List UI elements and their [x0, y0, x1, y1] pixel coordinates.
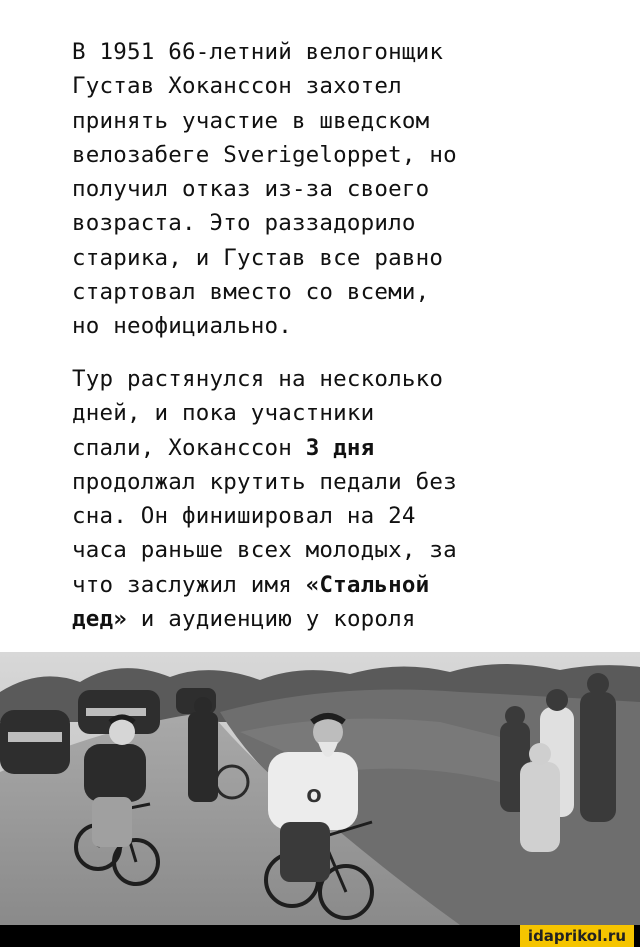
- text-line: Густав Хоканссон захотел: [72, 73, 402, 100]
- text-line: но неофициально.: [72, 313, 292, 340]
- text-line: велозабеге Sverigeloppet, но: [72, 141, 457, 168]
- text-line: возраста. Это раззадорило: [72, 210, 416, 237]
- emphasis-text: дед»: [72, 606, 127, 633]
- emphasis-text: «Стальной: [305, 571, 430, 598]
- text-segment: спали, Хоканссон: [72, 434, 306, 461]
- text-segment: и аудиенцию у короля: [127, 606, 416, 633]
- story-paragraph-2: [72, 362, 612, 636]
- story-paragraph-1: [72, 35, 612, 344]
- text-line: [72, 431, 612, 465]
- historical-photo: [0, 652, 640, 925]
- text-line: В 1951 66-летний велогонщик: [72, 39, 444, 65]
- jersey-mark: O: [306, 786, 322, 807]
- text-line: сна. Он финишировал на 24: [72, 503, 416, 530]
- text-line: получил отказ из-за своего: [72, 176, 430, 203]
- text-line: старика, и Густав все равно: [72, 244, 444, 271]
- text-line: принять участие в шведском: [72, 107, 430, 134]
- text-segment: что заслужил имя: [72, 571, 306, 598]
- footer-bar: [0, 925, 640, 947]
- text-line: часа раньше всех молодых, за: [72, 537, 457, 564]
- emphasis-text: 3 дня: [305, 434, 375, 461]
- site-watermark: idaprikol.ru: [520, 925, 634, 947]
- text-line: [72, 602, 612, 636]
- text-line: [72, 568, 612, 602]
- text-line: стартовал вместо со всеми,: [72, 279, 430, 306]
- text-line: дней, и пока участники: [72, 400, 375, 427]
- text-line: Тур растянулся на несколько: [72, 366, 444, 392]
- text-line: продолжал крутить педали без: [72, 468, 457, 495]
